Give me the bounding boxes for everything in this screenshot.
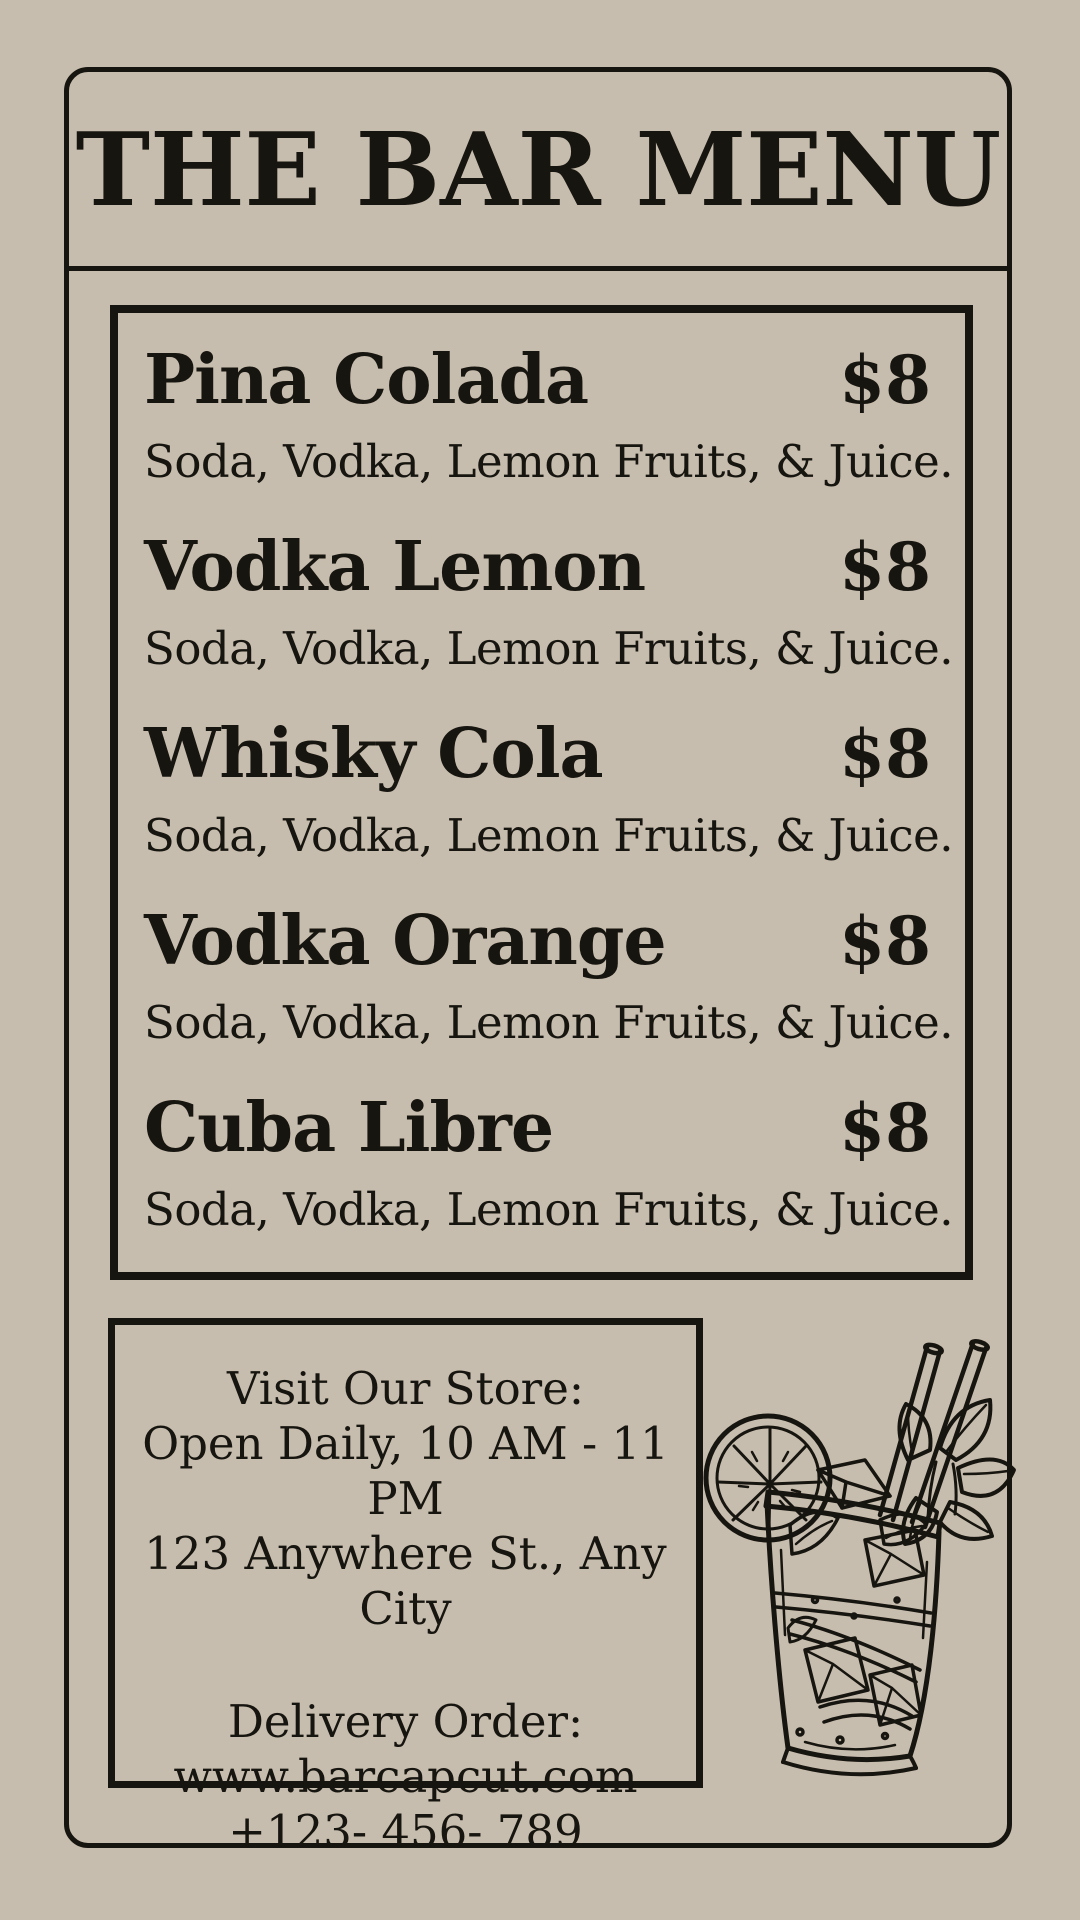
- menu-item-head: [144, 714, 931, 794]
- opening-hours: Open Daily, 10 AM - 11 PM: [142, 1417, 669, 1525]
- menu-item-pina-colada: [144, 340, 954, 488]
- header-divider: [64, 266, 1012, 271]
- menu-item-head: [144, 527, 931, 607]
- menu-item-head: [144, 901, 931, 981]
- cocktail-glass-icon: [640, 1130, 1020, 1810]
- street-address: 123 Anywhere St., Any City: [144, 1527, 667, 1635]
- item-name: Cuba Libre: [144, 1088, 554, 1168]
- menu-item-vodka-lemon: [144, 527, 954, 675]
- lemon-wheel: [706, 1416, 830, 1540]
- item-description: Soda, Vodka, Lemon Fruits, & Juice.: [144, 1183, 954, 1236]
- item-name: Pina Colada: [144, 340, 589, 420]
- item-description: Soda, Vodka, Lemon Fruits, & Juice.: [144, 435, 954, 488]
- delivery-heading: Delivery Order:: [227, 1695, 584, 1748]
- menu-item-head: [144, 340, 931, 420]
- item-name: Vodka Lemon: [144, 527, 646, 607]
- item-price: $8: [839, 341, 931, 419]
- item-price: $8: [839, 1089, 931, 1167]
- contact-spacer: [115, 1636, 696, 1694]
- item-description: Soda, Vodka, Lemon Fruits, & Juice.: [144, 996, 954, 1049]
- item-name: Vodka Orange: [144, 901, 666, 981]
- mint-leaves: [899, 1400, 1014, 1544]
- phone-number: +123- 456- 789: [228, 1805, 583, 1858]
- contact-info-box: [108, 1318, 703, 1858]
- page-title: THE BAR MENU: [75, 110, 1001, 229]
- item-price: $8: [839, 902, 931, 980]
- visit-heading: Visit Our Store:: [227, 1362, 584, 1415]
- straws: [880, 1340, 989, 1527]
- glass-contents: [788, 1512, 926, 1743]
- menu-item-whisky-cola: [144, 714, 954, 862]
- website-url: www.barcapcut.com: [173, 1750, 638, 1803]
- item-price: $8: [839, 528, 931, 606]
- item-price: $8: [839, 715, 931, 793]
- item-description: Soda, Vodka, Lemon Fruits, & Juice.: [144, 622, 954, 675]
- menu-item-vodka-orange: [144, 901, 954, 1049]
- item-name: Whisky Cola: [144, 714, 603, 794]
- item-description: Soda, Vodka, Lemon Fruits, & Juice.: [144, 809, 954, 862]
- header: [64, 67, 1012, 266]
